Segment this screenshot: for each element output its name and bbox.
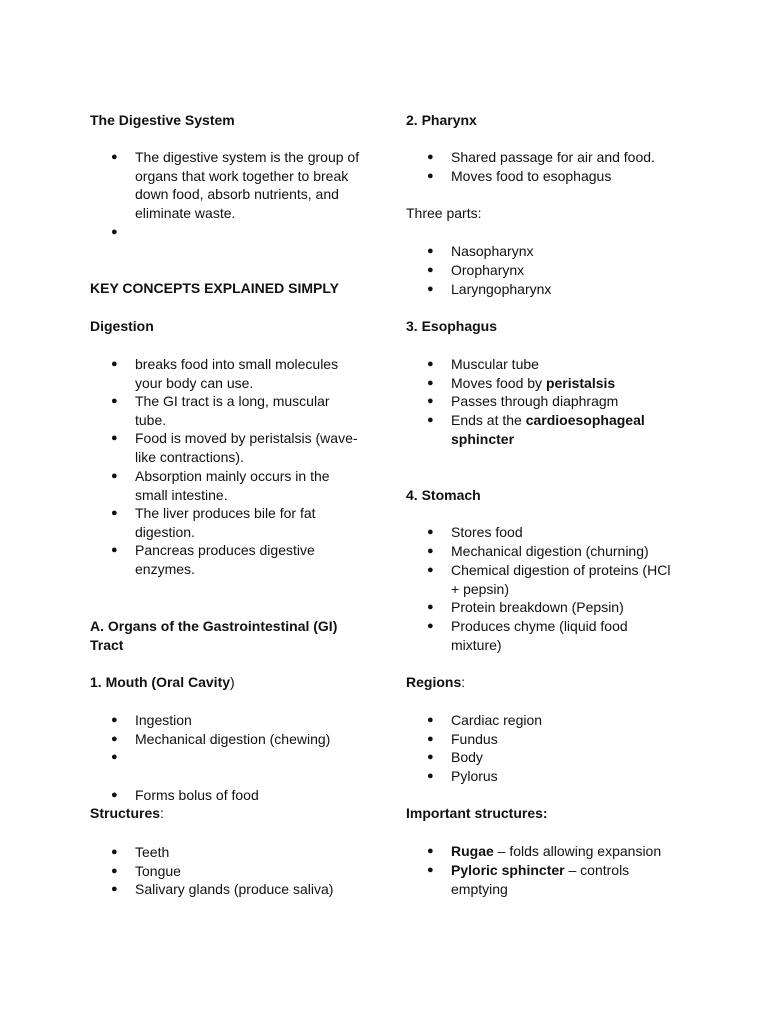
- organs-heading-line2: Tract: [90, 637, 124, 653]
- bullet-icon: [111, 730, 118, 749]
- intro-bullet: ● The digestive system is the group of organs that work together to break down food, absorb nutrients, and eliminate waste.: [135, 148, 360, 222]
- mouth-bullet: ● Mechanical digestion (chewing): [135, 730, 330, 749]
- stomach-bullet: ● Chemical digestion of proteins (HCl + pepsin): [451, 561, 676, 598]
- regions-label: Regions:: [406, 674, 466, 690]
- bullet-icon: [111, 541, 118, 560]
- stomach-bullet: ● Produces chyme (liquid food mixture): [451, 617, 641, 654]
- important-structure-bullet: ● Rugae – folds allowing expansion: [451, 842, 661, 861]
- region-bullet: ● Pylorus: [451, 767, 498, 786]
- bullet-icon: [111, 843, 118, 862]
- digestion-bullet: ● The liver produces bile for fat digestion.: [135, 504, 360, 541]
- organs-heading-line1: A. Organs of the Gastrointestinal (GI): [90, 618, 338, 634]
- bullet-icon: [111, 223, 118, 242]
- bullet-icon: [111, 429, 118, 448]
- bullet-icon: [111, 862, 118, 881]
- stomach-bullet: ● Stores food: [451, 523, 523, 542]
- region-bullet: ● Cardiac region: [451, 711, 542, 730]
- important-structures-heading: Important structures:: [406, 805, 548, 821]
- bullet-icon: [427, 280, 434, 299]
- esophagus-bullet: ● Ends at the cardioesophageal: [451, 411, 645, 430]
- esophagus-bullet: ● Passes through diaphragm: [451, 392, 618, 411]
- bullet-icon: [111, 786, 118, 805]
- key-concepts-heading: KEY CONCEPTS EXPLAINED SIMPLY: [90, 280, 339, 296]
- bullet-icon: [111, 711, 118, 730]
- region-bullet: ● Fundus: [451, 730, 498, 749]
- bullet-icon: [111, 148, 118, 167]
- pharynx-heading: 2. Pharynx: [406, 112, 477, 128]
- mouth-heading: 1. Mouth (Oral Cavity): [90, 674, 235, 690]
- pharynx-part-bullet: ● Laryngopharynx: [451, 280, 551, 299]
- mouth-bullet: ● Forms bolus of food: [135, 786, 259, 805]
- pharynx-part-bullet: ● Oropharynx: [451, 261, 524, 280]
- bullet-icon: [427, 411, 434, 430]
- bullet-icon: [111, 880, 118, 899]
- esophagus-heading: 3. Esophagus: [406, 318, 498, 334]
- esophagus-bullet-continuation: sphincter: [451, 431, 515, 447]
- important-structure-bullet: ● Pyloric sphincter – controls emptying: [451, 861, 651, 898]
- digestion-bullet: ● Food is moved by peristalsis (wave-like contractions).: [135, 429, 360, 466]
- esophagus-bullet: ● Moves food by peristalsis: [451, 374, 615, 393]
- esophagus-bullet: ● Muscular tube: [451, 355, 539, 374]
- bullet-icon: [111, 748, 118, 767]
- bullet-icon: [427, 730, 434, 749]
- structures-bullet: ● Tongue: [135, 862, 181, 881]
- digestion-bullet: ● Absorption mainly occurs in the small intestine.: [135, 467, 360, 504]
- pharynx-bullet: ● Moves food to esophagus: [451, 167, 611, 186]
- bullet-icon: [427, 355, 434, 374]
- bullet-icon: [427, 748, 434, 767]
- bullet-icon: [111, 392, 118, 411]
- digestion-bullet: ● The GI tract is a long, muscular tube.: [135, 392, 360, 429]
- bullet-icon: [427, 561, 434, 580]
- bullet-icon: [427, 392, 434, 411]
- document-title: The Digestive System: [90, 112, 235, 128]
- bullet-icon: [427, 261, 434, 280]
- digestion-heading: Digestion: [90, 318, 154, 334]
- bullet-icon: [111, 467, 118, 486]
- bullet-icon: [427, 842, 434, 861]
- stomach-heading: 4. Stomach: [406, 487, 481, 503]
- bullet-icon: [427, 767, 434, 786]
- bullet-icon: [427, 242, 434, 261]
- three-parts-label: Three parts:: [406, 205, 482, 221]
- structures-bullet: ● Salivary glands (produce saliva): [135, 880, 333, 899]
- stomach-bullet: ● Protein breakdown (Pepsin): [451, 598, 624, 617]
- digestion-bullet: ● breaks food into small molecules your body can use.: [135, 355, 360, 392]
- mouth-bullet: ● Ingestion: [135, 711, 192, 730]
- bullet-icon: [427, 861, 434, 880]
- bullet-icon: [427, 711, 434, 730]
- bullet-icon: [427, 374, 434, 393]
- bullet-icon: [427, 617, 434, 636]
- bullet-icon: [427, 167, 434, 186]
- stomach-bullet: ● Mechanical digestion (churning): [451, 542, 649, 561]
- pharynx-part-bullet: ● Nasopharynx: [451, 242, 534, 261]
- pharynx-bullet: ● Shared passage for air and food.: [451, 148, 655, 167]
- bullet-icon: [427, 598, 434, 617]
- bullet-icon: [427, 542, 434, 561]
- bullet-icon: [427, 523, 434, 542]
- structures-label: Structures:: [90, 805, 164, 821]
- bullet-icon: [111, 504, 118, 523]
- bullet-icon: [427, 148, 434, 167]
- digestion-bullet: ● Pancreas produces digestive enzymes.: [135, 541, 360, 578]
- structures-bullet: ● Teeth: [135, 843, 169, 862]
- bullet-icon: [111, 355, 118, 374]
- region-bullet: ● Body: [451, 748, 483, 767]
